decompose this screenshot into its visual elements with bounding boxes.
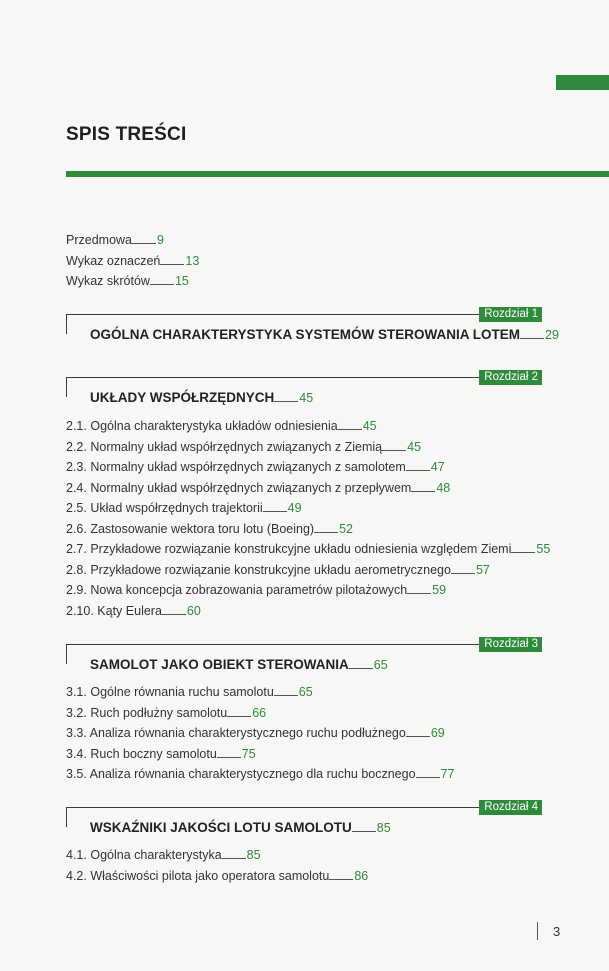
chapter-4: [66, 793, 542, 883]
chapter-rule: [66, 807, 542, 808]
leader-line: [227, 706, 251, 717]
leader-line: [451, 563, 475, 574]
section-page: 65: [298, 685, 313, 699]
section-page: 85: [246, 848, 261, 862]
chapter-badge: Rozdział 1: [479, 307, 542, 322]
section-page: 60: [186, 603, 201, 618]
corner-tab-marker: [556, 75, 609, 90]
section-number: 2.10.: [66, 603, 94, 618]
chapter-title-text: UKŁADY WSPÓŁRZĘDNYCH: [90, 390, 275, 405]
leader-line: [162, 604, 186, 615]
leader-line: [274, 685, 298, 696]
section-number: 2.2.: [66, 439, 87, 454]
section-label: Ogólna charakterystyka układów odniesienia: [90, 419, 338, 433]
chapter-rule-tick: [66, 314, 67, 334]
title-rule: [66, 171, 609, 177]
section-label: Analiza równania charakterystycznego dla ruchu bocznego: [89, 767, 416, 781]
section-label: Ruch boczny samolotu: [90, 746, 217, 761]
section-label: Ruch podłużny samolotu: [90, 705, 228, 720]
toc-entry[interactable]: [66, 457, 550, 478]
chapter-rule-tick: [66, 807, 67, 827]
section-page: 52: [339, 521, 353, 536]
section-label: Ogólna charakterystyka: [90, 848, 222, 862]
toc-entry[interactable]: [66, 498, 550, 519]
section-page: 47: [430, 460, 445, 474]
page-title: SPIS TREŚCI: [66, 124, 187, 145]
chapter-rule-tick: [66, 644, 67, 664]
section-page: 45: [407, 439, 422, 454]
section-number: 3.1.: [66, 685, 87, 699]
section-list: [66, 682, 454, 785]
toc-entry[interactable]: [66, 539, 550, 560]
section-page: 75: [241, 746, 256, 761]
section-page: 45: [362, 419, 377, 433]
toc-entry[interactable]: [66, 580, 550, 601]
page-number: 3: [553, 924, 561, 939]
section-label: Ogólne równania ruchu samolotu: [90, 685, 274, 699]
toc-entry[interactable]: [66, 437, 550, 458]
section-page: 66: [252, 705, 267, 720]
section-label: Normalny układ współrzędnych związanych z przepływem: [90, 480, 412, 495]
leader-line: [407, 583, 431, 594]
toc-entry[interactable]: [66, 271, 199, 292]
section-page: 77: [440, 767, 455, 781]
leader-line: [349, 656, 373, 669]
leader-line: [382, 440, 406, 451]
section-label: Właściwości pilota jako operatora samolotu: [90, 868, 330, 883]
leader-line: [520, 326, 544, 339]
chapter-title[interactable]: [90, 326, 559, 342]
section-label: Analiza równania charakterystycznego ruchu podłużnego: [89, 726, 406, 740]
section-label: Normalny układ współrzędnych związanych z samolotem: [90, 460, 406, 474]
leader-line: [217, 747, 241, 758]
leader-line: [222, 848, 246, 859]
chapter-rule-tick: [66, 377, 67, 397]
section-number: 2.5.: [66, 501, 87, 515]
chapter-badge: Rozdział 3: [479, 637, 542, 652]
chapter-2: [66, 363, 551, 618]
section-label: Nowa koncepcja zobrazowania parametrów pilotażowych: [90, 583, 408, 597]
toc-entry[interactable]: [66, 519, 550, 540]
leader-line: [150, 274, 174, 285]
chapter-rule: [66, 644, 542, 645]
chapter-header: [66, 300, 559, 342]
chapter-1: [66, 300, 559, 342]
toc-entry[interactable]: [66, 416, 550, 437]
chapter-page: 85: [376, 821, 391, 835]
section-list: [66, 416, 550, 621]
leader-line: [132, 233, 156, 244]
leader-line: [263, 501, 287, 512]
section-list: [66, 845, 368, 886]
section-label: Normalny układ współrzędnych związanych z Ziemią: [90, 439, 383, 454]
chapter-title[interactable]: [90, 656, 388, 672]
chapter-badge: Rozdział 4: [479, 800, 542, 815]
section-number: 3.5.: [66, 767, 87, 781]
section-number: 3.4.: [66, 746, 87, 761]
toc-entry[interactable]: [66, 764, 454, 785]
chapter-header: [66, 630, 542, 672]
toc-entry[interactable]: [66, 866, 368, 887]
page-number-separator: [537, 922, 538, 940]
entry-label: Przedmowa: [66, 233, 132, 247]
chapter-rule: [66, 377, 542, 378]
toc-entry[interactable]: [66, 251, 199, 272]
chapter-header: [66, 793, 542, 835]
section-label: Przykładowe rozwiązanie konstrukcyjne układu odniesienia względem Ziemi: [90, 542, 512, 556]
chapter-header: [66, 363, 542, 405]
section-label: Kąty Eulera: [97, 603, 162, 618]
leader-line: [314, 522, 338, 533]
section-number: 3.2.: [66, 705, 87, 720]
chapter-rule: [66, 314, 542, 315]
toc-entry[interactable]: [66, 230, 199, 251]
section-number: 4.1.: [66, 848, 87, 862]
chapter-title[interactable]: [90, 819, 391, 835]
chapter-title-text: WSKAŹNIKI JAKOŚCI LOTU SAMOLOTU: [90, 820, 352, 835]
chapter-page: 29: [545, 328, 559, 342]
section-label: Układ współrzędnych trajektorii: [90, 501, 263, 515]
section-label: Zastosowanie wektora toru lotu (Boeing): [90, 521, 315, 536]
entry-page: 13: [185, 253, 200, 268]
entry-page: 9: [157, 233, 164, 247]
front-matter: [66, 230, 199, 292]
leader-line: [406, 460, 430, 471]
toc-entry[interactable]: [66, 744, 454, 765]
section-number: 2.9.: [66, 583, 87, 597]
section-label: Przykładowe rozwiązanie konstrukcyjne układu aerometrycznego: [90, 562, 451, 577]
toc-entry[interactable]: [66, 601, 550, 622]
section-page: 48: [436, 480, 451, 495]
toc-entry[interactable]: [66, 560, 550, 581]
chapter-title[interactable]: [90, 389, 313, 405]
section-number: 2.4.: [66, 480, 87, 495]
section-page: 57: [475, 562, 490, 577]
leader-line: [160, 254, 184, 265]
toc-entry[interactable]: [66, 478, 550, 499]
section-number: 2.6.: [66, 521, 87, 536]
leader-line: [352, 819, 376, 832]
entry-page: 15: [174, 274, 189, 288]
toc-entry[interactable]: [66, 703, 454, 724]
leader-line: [406, 726, 430, 737]
entry-label: Wykaz skrótów: [66, 274, 150, 288]
chapter-page: 45: [299, 391, 314, 405]
leader-line: [511, 542, 535, 553]
section-number: 4.2.: [66, 868, 87, 883]
section-number: 3.3.: [66, 726, 87, 740]
chapter-title-text: SAMOLOT JAKO OBIEKT STEROWANIA: [90, 657, 349, 672]
leader-line: [338, 419, 362, 430]
section-number: 2.8.: [66, 562, 87, 577]
leader-line: [411, 481, 435, 492]
leader-line: [329, 869, 353, 880]
section-number: 2.7.: [66, 542, 87, 556]
entry-label: Wykaz oznaczeń: [66, 253, 161, 268]
chapter-page: 65: [373, 658, 388, 672]
section-page: 49: [287, 501, 302, 515]
section-page: 55: [536, 542, 551, 556]
section-page: 59: [432, 583, 447, 597]
chapter-title-text: OGÓLNA CHARAKTERYSTYKA SYSTEMÓW STEROWANIA LOTEM: [90, 327, 520, 342]
toc-entry[interactable]: [66, 845, 368, 866]
leader-line: [416, 767, 440, 778]
section-page: 69: [430, 726, 445, 740]
section-number: 2.1.: [66, 419, 87, 433]
leader-line: [274, 389, 298, 402]
chapter-3: [66, 630, 542, 781]
toc-entry[interactable]: [66, 682, 454, 703]
toc-entry[interactable]: [66, 723, 454, 744]
section-number: 2.3.: [66, 460, 87, 474]
chapter-badge: Rozdział 2: [479, 370, 542, 385]
section-page: 86: [354, 868, 369, 883]
